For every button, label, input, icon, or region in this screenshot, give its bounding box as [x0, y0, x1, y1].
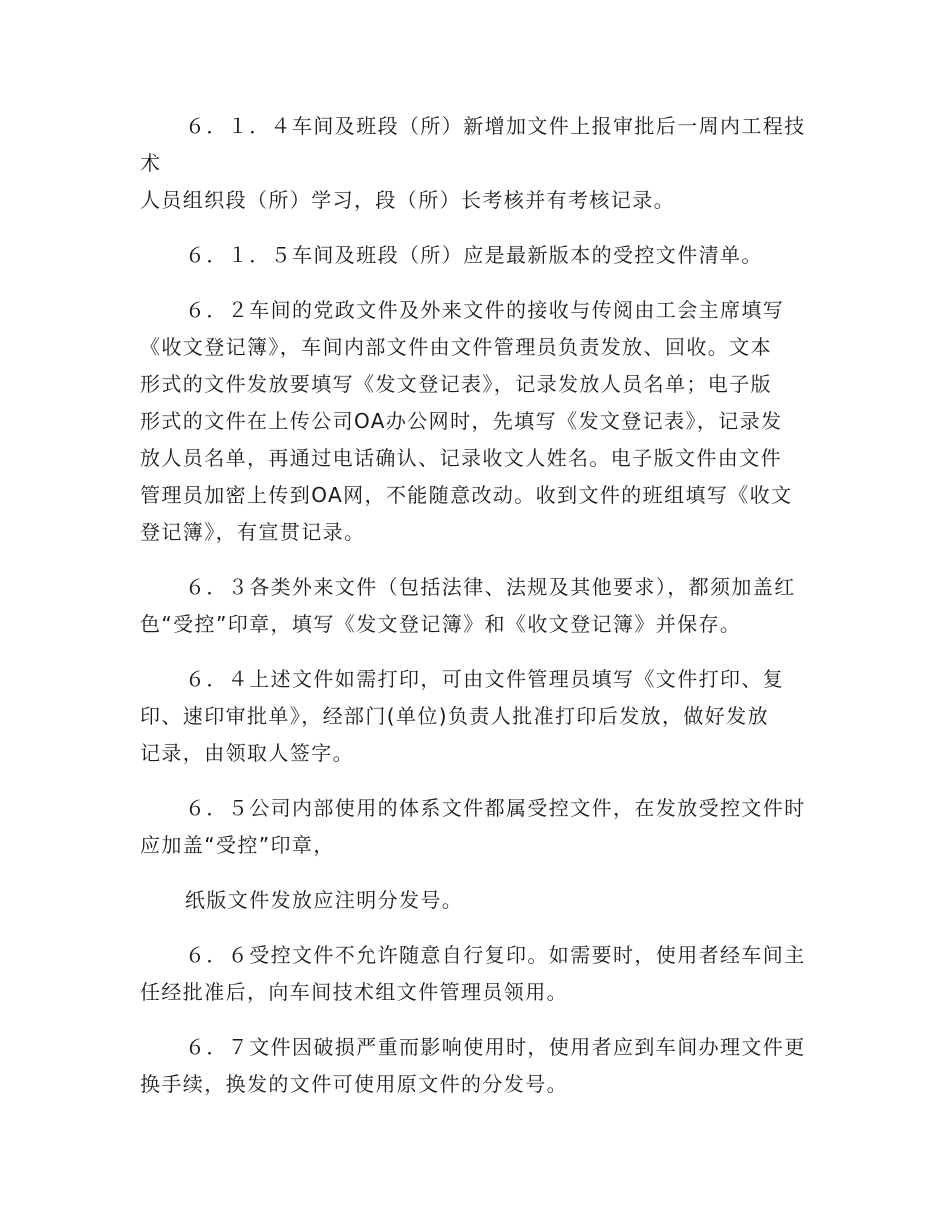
- paragraph-6-3: ６．３各类外来文件（包括法律、法规及其他要求），都须加盖红 色“受控”印章，填写《发文登记簿》和《收文登记簿》并保存。: [140, 575, 796, 636]
- paragraph-6-6: ６．６受控文件不允许随意自行复印。如需要时，使用者经车间主 任经批准后，向车间技术组文件管理员领用。: [140, 943, 806, 1004]
- paragraph-6-4: ６．４上述文件如需打印，可由文件管理员填写《文件打印、复 印、速印审批单》，经部门(单位)负责人批准打印后发放，做好发放 记录，由领取人签字。: [140, 667, 785, 765]
- paragraph-6-7: ６．７文件因破损严重而影响使用时，使用者应到车间办理文件更 换手续，换发的文件可使用原文件的分发号。: [140, 1035, 806, 1096]
- paragraph-6-2: ６．２车间的党政文件及外来文件的接收与传阅由工会主席填写 《收文登记簿》，车间内部文件由文件管理员负责发放、回收。文本 形式的文件发放要填写《发文登记表》，记录发放人员名单；电子版 形式的文件在上传公司OA办公网时，先填写《发文登记表》，记录发 放人员名单，再通过电话确认、记录收文人姓名。电子版文件由文件 管理员加密上传到OA网，不能随意改动。收到文件的班组填写《收文 登记簿》，有宣贯记录。: [140, 298, 793, 544]
- paragraph-6-1-5: ６．１．５车间及班段（所）应是最新版本的受控文件清单。: [185, 243, 763, 267]
- document-body: [140, 108, 810, 1121]
- paragraph-6-5-continued: 纸版文件发放应注明分发号。: [185, 888, 464, 912]
- paragraph-6-5: ６．５公司内部使用的体系文件都属受控文件，在发放受控文件时 应加盖“受控”印章，: [140, 796, 806, 857]
- paragraph-6-1-4: ６．１．４车间及班段（所）新增加文件上报审批后一周内工程技术 人员组织段（所）学习，段（所）长考核并有考核记录。: [140, 114, 806, 212]
